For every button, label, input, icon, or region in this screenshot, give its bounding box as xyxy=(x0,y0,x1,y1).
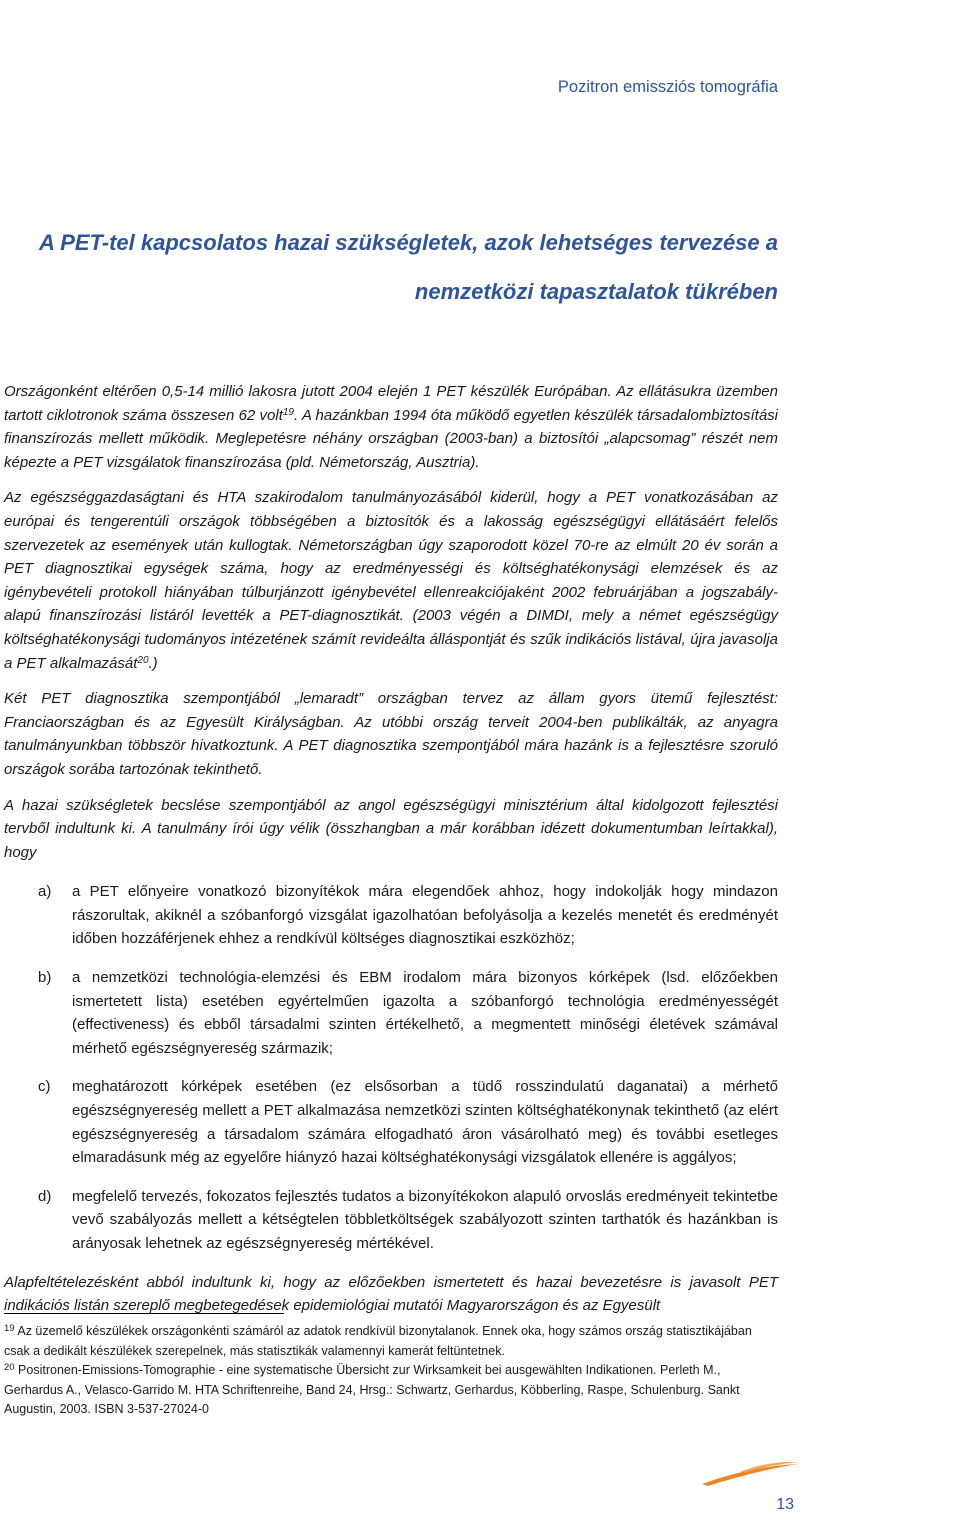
footnote-separator xyxy=(4,1313,284,1314)
paragraph-2-part-b: .) xyxy=(148,654,158,672)
footnote-text: Az üzemelő készülékek országonkénti számáról az adatok rendkívül bizonytalanok. Ennek oka, hogy számos ország statisztikájában csak a dedikált készülékek szerepelnek, más statisztikák valamennyi kamerát feltüntetnek. xyxy=(4,1324,752,1358)
footnote-number: 20 xyxy=(4,1362,15,1373)
paragraph-5: Alapfeltételezésként abból indultunk ki, hogy az előzőekben ismertetett és hazai bevezetésre is javasolt PET indikációs listán szereplő megbetegedések epidemiológiai mutatói Magyarországon és az Egyesült xyxy=(4,1273,778,1315)
list-item-text: a nemzetközi technológia-elemzési és EBM irodalom mára bizonyos kórképek (lsd. előzőekben ismertetett lista) esetében egyértelműen igazolta a szóbanforgó technológia eredményességét (effectiveness) és ebből társadalmi szinten értékelhető, a megmentett minőségi életévek számával mérhető egészségnyereség származik; xyxy=(72,969,778,1057)
list-item xyxy=(4,1185,778,1256)
paragraph-1-part-b: . A hazánkban 1994 óta működő egyetlen készülék társadalombiztosítási finanszírozás mellett működik. Meglepetésre néhány országban (2003-ban) a biztosítói „alapcsomag” részét nem képezte a PET vizsgálatok finanszírozása (pld. Németország, Ausztria). xyxy=(4,406,778,471)
body-text xyxy=(4,380,778,1318)
paragraph-4: A hazai szükségletek becslése szempontjából az angol egészségügyi minisztérium által kidolgozott fejlesztési tervből indultunk ki. A tanulmány írói úgy vélik (összhangban a már korábban idézett dokumentumban leírtakkal), hogy xyxy=(4,796,778,861)
list-marker: d) xyxy=(38,1187,52,1205)
footnotes xyxy=(4,1322,780,1420)
conclusion-list xyxy=(4,880,778,1255)
decorative-swoosh-icon xyxy=(700,1452,800,1488)
page-number: 13 xyxy=(776,1496,794,1513)
list-item xyxy=(4,966,778,1060)
footnote-ref-20: 20 xyxy=(137,654,149,666)
paragraph-1 xyxy=(4,380,778,474)
paragraph-2 xyxy=(4,486,778,675)
paragraph-2-part-a: Az egészséggazdaságtani és HTA szakirodalom tanulmányozásából kiderül, hogy a PET vonatkozásában az európai és tengerentúli országok többségében a biztosítók és a lakosság egészségügyi ellátásáért felelős szervezetek az események után kullogtak. Németországban úgy szaporodott közel 70-re az elmúlt 20 év során a PET diagnosztikai egységek száma, hogy az eredményességi és költséghatékonysági elemzések és az igénybevételi protokoll hiányában túlburjánzott igénybevétel ellenreakciójaként 2002 februárjában a jogszabály-alapú finanszírozási listáról levették a PET-diagnosztikát. (2003 végén a DIMDI, mely a német egészségügy költséghatékonysági tudományos intézetének számít revideálta álláspontját és szűk indikációs listával, újra javasolja a PET alkalmazását xyxy=(4,489,778,672)
paragraph-3: Két PET diagnosztika szempontjából „lemaradt” országban tervez az állam gyors ütemű fejlesztést: Franciaországban és az Egyesült Királyságban. Az utóbbi ország terveit 2004-ben publikálták, az anyagra tanulmányunkban többször hivatkoztunk. A PET diagnosztika szempontjából mára hazánk is a fejlesztésre szoruló országok sorába tartozónak tekinthető. xyxy=(4,690,778,778)
footnote-text: Positronen-Emissions-Tomographie - eine systematische Übersicht zur Wirksamkeit bei ausgewählten Indikationen. Perleth M., Gerhardus A., Velasco-Garrido M. HTA Schriftenreihe, Band 24, Hrsg.: Schwartz, Gerhardus, Köbberling, Raspe, Schulenburg. Sankt Augustin, 2003. ISBN 3-537-27024-0 xyxy=(4,1363,740,1416)
running-header: Pozitron emissziós tomográfia xyxy=(557,78,778,96)
footnote-19 xyxy=(4,1322,780,1361)
paragraph-1-part-a: Országonként eltérően 0,5-14 millió lakosra jutott 2004 elején 1 PET készülék Európában. Az ellátásukra üzemben tartott ciklotronok száma összesen 62 volt xyxy=(4,383,778,424)
footnote-number: 19 xyxy=(4,1323,15,1334)
list-marker: c) xyxy=(38,1078,51,1096)
list-item-text: a PET előnyeire vonatkozó bizonyítékok mára elegendőek ahhoz, hogy indokolják hogy mindazon rászorultak, akiknél a szóbanforgó vizsgálat igazolhatóan befolyásolja a kezelés menetét és eredményét időben hozzáférjenek ehhez a rendkívül költséges diagnosztikai eszközhöz; xyxy=(72,883,778,948)
list-marker: a) xyxy=(38,883,52,901)
list-item-text: megfelelő tervezés, fokozatos fejlesztés tudatos a bizonyítékokon alapuló orvoslás eredményeit tekintetbe vevő szabályozás mellett a kétségtelen többletköltségek szabályozott szinten tarthatók és hazánkban is arányosak lehetnek az egészségnyereség mértékével. xyxy=(72,1187,778,1252)
list-item xyxy=(4,880,778,951)
list-item-text: meghatározott kórképek esetében (ez elsősorban a tüdő rosszindulatú daganatai) a mérhető egészségnyereség mellett a PET alkalmazása nemzetközi szinten költséghatékonynak tekinthető (az elért egészségnyereség a társadalom számára elfogadható áron vásárolható meg) és további esetleges elmaradásunk még az egyelőre hiányzó hazai költséghatékonysági vizsgálatok ellenére is aggályos; xyxy=(72,1078,778,1167)
list-marker: b) xyxy=(38,969,52,987)
list-item xyxy=(4,1075,778,1169)
footnote-20 xyxy=(4,1361,780,1420)
section-title-line-1: A PET-tel kapcsolatos hazai szükségletek, azok lehetséges tervezése a xyxy=(39,230,778,255)
section-title-line-2: nemzetközi tapasztalatok tükrében xyxy=(414,279,778,304)
footnote-ref-19: 19 xyxy=(282,406,294,418)
